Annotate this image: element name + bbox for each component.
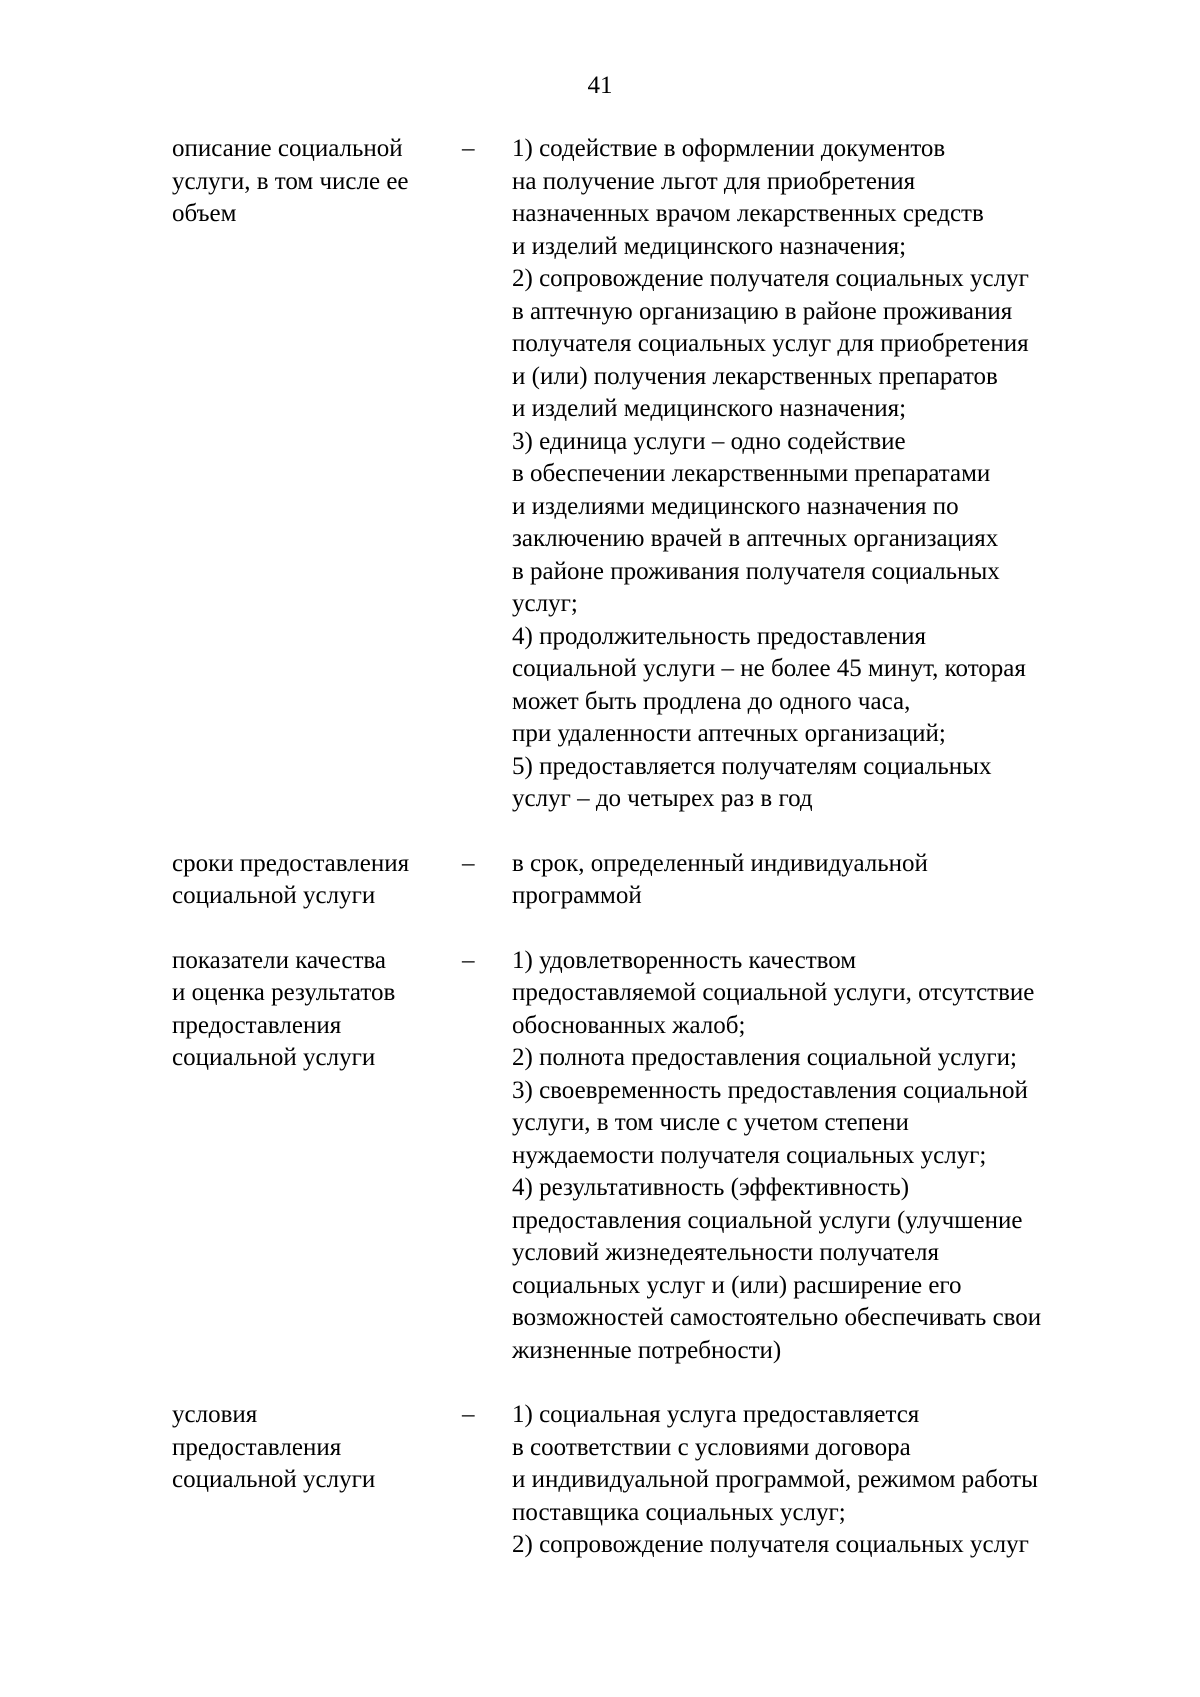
description-line: услуги, в том числе с учетом степени: [512, 1109, 909, 1136]
description-line: социальной услуги – не более 45 минут, которая: [512, 655, 1026, 682]
description-line: в соответствии с условиями договора: [512, 1433, 911, 1461]
description-line: 4) продолжительность предоставления: [512, 622, 927, 650]
description-line: 2) полнота предоставления социальной услуги;: [512, 1044, 1017, 1071]
description-line: и изделий медицинского назначения;: [512, 395, 907, 422]
description-line: услуг – до четырех раз в год: [512, 785, 813, 812]
description-line: нуждаемости получателя социальных услуг;: [512, 1141, 987, 1169]
service-description-row: [172, 133, 1132, 816]
description-line: 1) удовлетворенность качеством: [512, 946, 857, 974]
row-dash: –: [462, 849, 475, 877]
description-line: и (или) получения лекарственных препаратов: [512, 362, 998, 390]
description-line: в срок, определенный индивидуальной: [512, 849, 928, 877]
description-line: в обеспечении лекарственными препаратами: [512, 460, 991, 487]
row-label: [172, 848, 462, 913]
label-line: объем: [172, 200, 237, 227]
description-line: заключению врачей в аптечных организациях: [512, 525, 999, 552]
description-line: 2) сопровождение получателя социальных услуг: [512, 1531, 1029, 1558]
row-description: [512, 945, 1132, 1368]
label-line: предоставления: [172, 1433, 342, 1461]
row-description: [512, 848, 1132, 913]
row-description: [512, 133, 1132, 816]
label-line: социальной услуги: [172, 1466, 376, 1493]
row-label: [172, 945, 462, 1075]
document-body: [172, 133, 1132, 1562]
description-line: и изделиями медицинского назначения по: [512, 492, 959, 520]
label-line: сроки предоставления: [172, 849, 410, 877]
row-label: [172, 133, 462, 231]
description-line: и индивидуальной программой, режимом работы: [512, 1466, 1038, 1493]
label-line: условия: [172, 1401, 258, 1428]
description-line: 4) результативность (эффективность): [512, 1174, 910, 1201]
row-dash: –: [462, 946, 475, 974]
label-line: социальной услуги: [172, 882, 376, 909]
label-line: показатели качества: [172, 946, 386, 974]
description-line: в аптечную организацию в районе проживания: [512, 297, 1013, 325]
description-line: может быть продлена до одного часа,: [512, 687, 911, 715]
service-terms-row: [172, 848, 1132, 913]
description-line: условий жизнедеятельности получателя: [512, 1239, 939, 1266]
description-line: возможностей самостоятельно обеспечивать свои: [512, 1304, 1042, 1331]
quality-indicators-row: [172, 945, 1132, 1368]
description-line: 1) содействие в оформлении документов: [512, 135, 946, 162]
description-line: предоставляемой социальной услуги, отсутствие: [512, 979, 1035, 1006]
description-line: жизненные потребности): [512, 1336, 782, 1364]
description-line: услуг;: [512, 590, 578, 617]
description-line: в районе проживания получателя социальных: [512, 557, 1000, 585]
page-number: 41: [587, 72, 613, 99]
description-line: 1) социальная услуга предоставляется: [512, 1401, 920, 1428]
description-line: обоснованных жалоб;: [512, 1011, 746, 1039]
label-line: социальной услуги: [172, 1044, 376, 1071]
row-description: [512, 1399, 1132, 1562]
description-line: получателя социальных услуг для приобретения: [512, 330, 1029, 357]
description-line: назначенных врачом лекарственных средств: [512, 200, 984, 227]
label-line: и оценка результатов: [172, 979, 396, 1006]
description-line: 3) единица услуги – одно содействие: [512, 427, 906, 455]
description-line: поставщика социальных услуг;: [512, 1498, 846, 1526]
description-line: социальных услуг и (или) расширение его: [512, 1271, 962, 1299]
row-dash: –: [462, 1401, 475, 1428]
label-line: предоставления: [172, 1011, 342, 1039]
description-line: 5) предоставляется получателям социальных: [512, 752, 992, 780]
label-line: услуги, в том числе ее: [172, 167, 409, 195]
row-label: [172, 1399, 462, 1497]
description-line: программой: [512, 882, 642, 909]
description-line: и изделий медицинского назначения;: [512, 232, 907, 260]
description-line: предоставления социальной услуги (улучшение: [512, 1206, 1023, 1234]
row-dash: –: [462, 135, 475, 162]
description-line: 3) своевременность предоставления социальной: [512, 1076, 1028, 1104]
label-line: описание социальной: [172, 135, 403, 162]
description-line: 2) сопровождение получателя социальных услуг: [512, 265, 1029, 292]
description-line: при удаленности аптечных организаций;: [512, 720, 946, 747]
description-line: на получение льгот для приобретения: [512, 167, 916, 195]
service-conditions-row: [172, 1399, 1132, 1562]
